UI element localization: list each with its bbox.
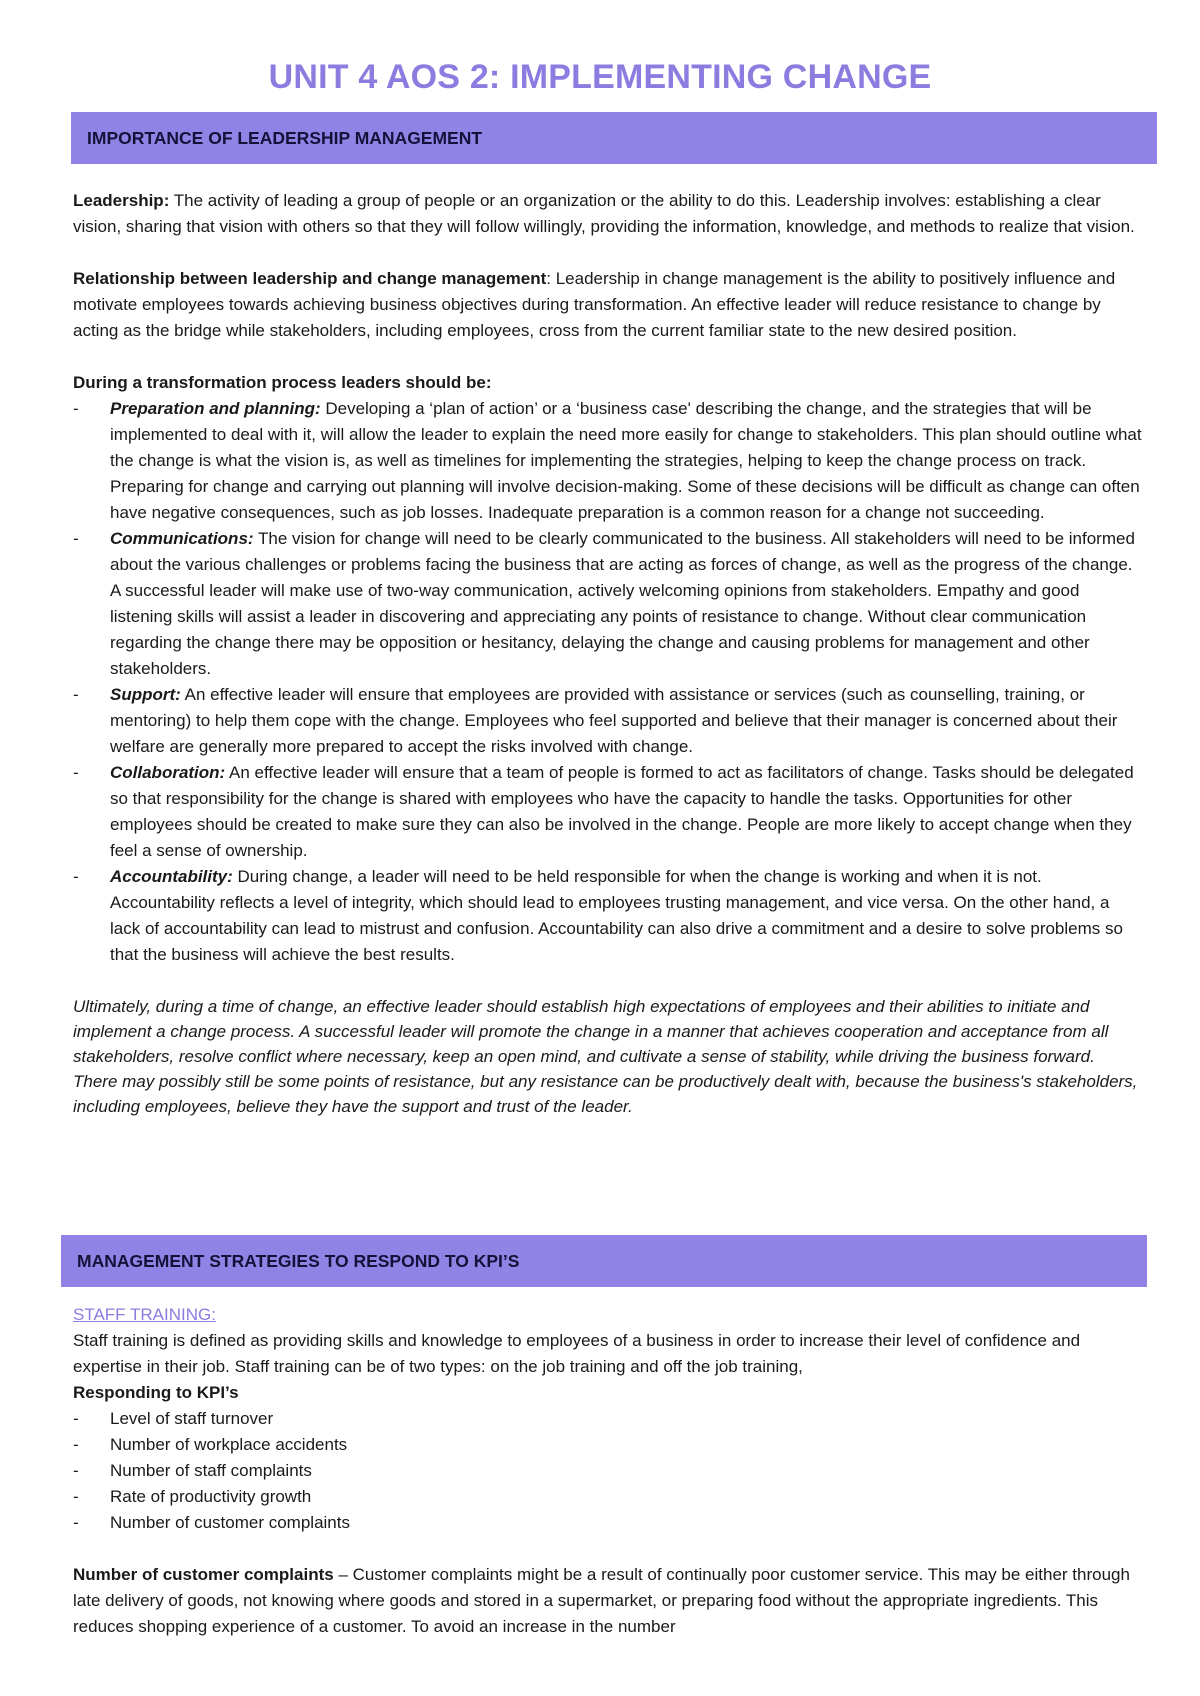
dash-bullet: - xyxy=(73,1461,79,1480)
leader-qualities-list xyxy=(73,396,1143,968)
item-label: Support: xyxy=(110,685,181,704)
item-text: An effective leader will ensure that employees are provided with assistance or services (such as counselling, training, or mentoring) to help them cope with the change. Employees who feel supported and believe that their manager is concerned about their welfare are generally more prepared to accept the risks involved with change. xyxy=(110,685,1118,756)
item-text: An effective leader will ensure that a team of people is formed to act as facilitators of change. Tasks should be delegated so that responsibility for the change is shared with employees who have the capacity to handle the tasks. Opportunities for other employees should be created to make sure they can also be involved in the change. People are more likely to accept change when they feel a sense of ownership. xyxy=(110,763,1134,860)
list-item xyxy=(73,864,1143,968)
during-heading: During a transformation process leaders should be: xyxy=(73,373,492,392)
item-text: The vision for change will need to be clearly communicated to the business. All stakeholders will need to be informed about the various challenges or problems facing the business that are acting as forces of change, as well as the progress of the change. A successful leader will make use of two-way communication, actively welcoming opinions from stakeholders. Empathy and good listening skills will assist a leader in discovering and appreciating any points of resistance to change. Without clear communication regarding the change there may be opposition or hesitancy, delaying the change and causing problems for management and other stakeholders. xyxy=(110,529,1135,678)
kpi-section-body xyxy=(73,1302,1143,1640)
complaints-text: – Customer complaints might be a result of continually poor customer service. This may be either through late delivery of goods, not knowing where goods and stored in a supermarket, or preparing food without the appropriate ingredients. This reduces shopping experience of a customer. To avoid an increase in the number xyxy=(73,1565,1130,1636)
kpi-text: Rate of productivity growth xyxy=(110,1487,312,1506)
leadership-label: Leadership: xyxy=(73,191,170,210)
item-text: During change, a leader will need to be held responsible for when the change is working and when it is not. Accountability reflects a level of integrity, which should lead to employees trusting management, and vice versa. On the other hand, a lack of accountability can lead to mistrust and confusion. Accountability can also drive a commitment and a desire to solve problems so that the business will achieve the best results. xyxy=(110,867,1123,964)
list-item xyxy=(73,526,1143,682)
page-title: UNIT 4 AOS 2: IMPLEMENTING CHANGE xyxy=(268,58,932,96)
relationship-label: Relationship between leadership and change management xyxy=(73,269,547,288)
relationship-paragraph xyxy=(73,266,1143,344)
item-label: Accountability: xyxy=(110,867,233,886)
responding-heading: Responding to KPI’s xyxy=(73,1383,239,1402)
dash-bullet: - xyxy=(73,1487,79,1506)
dash-bullet: - xyxy=(73,399,79,418)
summary-paragraph: Ultimately, during a time of change, an effective leader should establish high expectations of employees and their abilities to initiate and implement a change process. A successful leader will promote the change in a manner that achieves cooperation and acceptance from all stakeholders, resolve conflict where necessary, keep an open mind, and cultivate a sense of stability, while driving the business forward. There may possibly still be some points of resistance, but any resistance can be productively dealt with, because the business's stakeholders, including employees, believe they have the support and trust of the leader. xyxy=(73,997,1138,1116)
section-heading-leadership xyxy=(71,112,1157,164)
item-label: Collaboration: xyxy=(110,763,226,782)
staff-training-subheading: STAFF TRAINING: xyxy=(73,1305,216,1324)
kpi-text: Level of staff turnover xyxy=(110,1409,274,1428)
list-item xyxy=(73,1406,1143,1432)
list-item xyxy=(73,760,1143,864)
dash-bullet: - xyxy=(73,529,79,548)
dash-bullet: - xyxy=(73,685,79,704)
list-item xyxy=(73,396,1143,526)
dash-bullet: - xyxy=(73,1513,79,1532)
dash-bullet: - xyxy=(73,1409,79,1428)
list-item xyxy=(73,1458,1143,1484)
section-heading-text: IMPORTANCE OF LEADERSHIP MANAGEMENT xyxy=(87,127,483,148)
section-heading-kpi xyxy=(61,1235,1147,1287)
list-item xyxy=(73,1484,1143,1510)
list-item xyxy=(73,1510,1143,1536)
item-label: Preparation and planning: xyxy=(110,399,321,418)
dash-bullet: - xyxy=(73,1435,79,1454)
list-item xyxy=(73,682,1143,760)
dash-bullet: - xyxy=(73,867,79,886)
training-definition: Staff training is defined as providing skills and knowledge to employees of a business in order to increase their level of confidence and expertise in their job. Staff training can be of two types: on the job training and off the job training, xyxy=(73,1331,1081,1376)
complaints-label: Number of customer complaints xyxy=(73,1565,334,1584)
customer-complaints-paragraph xyxy=(73,1562,1143,1640)
relationship-text: : Leadership in change management is the ability to positively influence and motivate employees towards achieving business objectives during transformation. An effective leader will reduce resistance to change by acting as the bridge while stakeholders, including employees, cross from the current familiar state to the new desired position. xyxy=(73,269,1116,340)
item-text: Developing a ‘plan of action’ or a ‘business case' describing the change, and the strategies that will be implemented to deal with it, will allow the leader to explain the need more easily for change to stakeholders. This plan should outline what the change is what the vision is, as well as timelines for implementing the strategies, helping to keep the change process on track. Preparing for change and carrying out planning will involve decision-making. Some of these decisions will be difficult as change can often have negative consequences, such as job losses. Inadequate preparation is a common reason for a change not succeeding. xyxy=(110,399,1142,522)
item-label: Communications: xyxy=(110,529,254,548)
dash-bullet: - xyxy=(73,763,79,782)
leadership-text: The activity of leading a group of people or an organization or the ability to do this. Leadership involves: establishing a clear vision, sharing that vision with others so that they will follow willingly, providing the information, knowledge, and methods to realize that vision. xyxy=(73,191,1135,236)
leadership-section-body xyxy=(73,188,1143,1119)
kpi-text: Number of workplace accidents xyxy=(110,1435,348,1454)
list-item xyxy=(73,1432,1143,1458)
section-heading-text: MANAGEMENT STRATEGIES TO RESPOND TO KPI’S xyxy=(77,1250,520,1271)
leadership-definition xyxy=(73,188,1143,240)
kpi-text: Number of staff complaints xyxy=(110,1461,312,1480)
kpi-list xyxy=(73,1406,1143,1536)
kpi-text: Number of customer complaints xyxy=(110,1513,350,1532)
